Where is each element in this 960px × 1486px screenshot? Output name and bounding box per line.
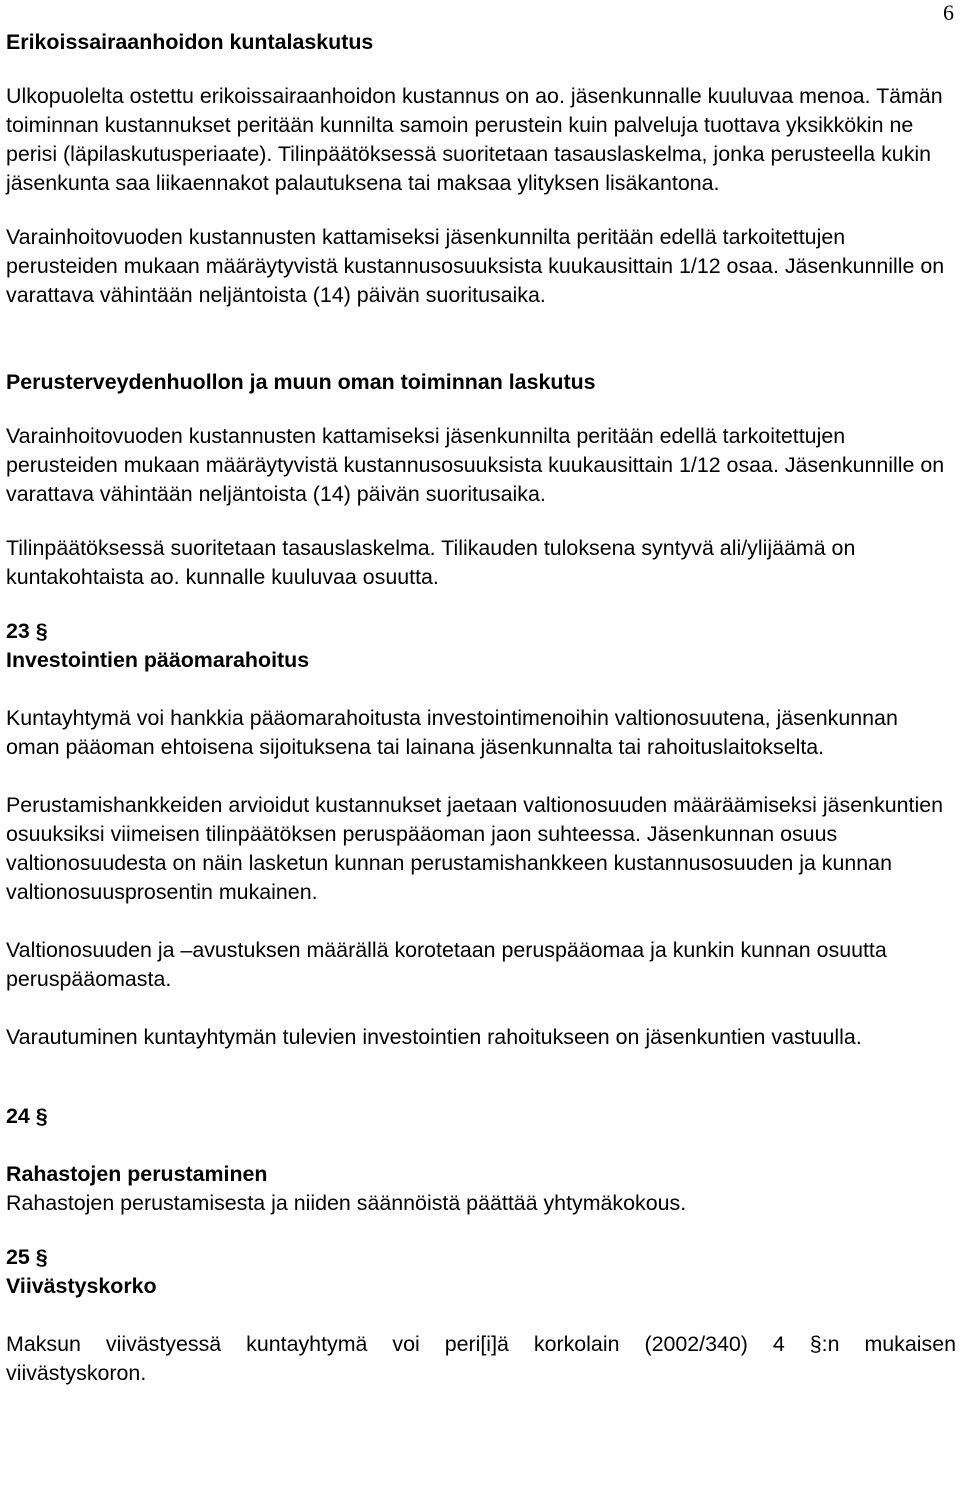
heading-perusterveydenhuolto: Perusterveydenhuollon ja muun oman toiminnan laskutus	[6, 370, 596, 394]
paragraph: Ulkopuolelta ostettu erikoissairaanhoidon kustannus on ao. jäsenkunnalle kuuluvaa menoa. Tämän toiminnan kustannukset peritään kunnilta samoin perustein kuin palveluja tuottava yksikkökin ne perisi (läpilaskutusperiaate). Tilinpäätöksessä suoritetaan tasauslaskelma, jonka perusteella kukin jäsenkunta saa liikaennakot palautuksena tai maksaa ylityksen lisäkantona.	[6, 84, 943, 195]
section-24	[6, 1102, 956, 1189]
heading-viivastyskorko: Viivästyskorko	[6, 1274, 157, 1298]
paragraph: Varainhoitovuoden kustannusten kattamiseksi jäsenkunnilta peritään edellä tarkoitettujen perusteiden mukaan määräytyvistä kustannusosuuksista kuukausittain 1/12 osaa. Jäsenkunnille on varattava vähintään neljäntoista (14) päivän suoritusaika.	[6, 225, 945, 307]
section-number: 25 §	[6, 1245, 48, 1269]
paragraph-line: viivästyskoron.	[6, 1361, 147, 1385]
page-number: 6	[943, 0, 954, 25]
paragraph: Tilinpäätöksessä suoritetaan tasauslaskelma. Tilikauden tuloksena syntyvä ali/ylijäämä on kuntakohtaista ao. kunnalle kuuluvaa osuutta.	[6, 536, 856, 589]
document-body	[6, 28, 956, 1388]
paragraph: Perustamishankkeiden arvioidut kustannukset jaetaan valtionosuuden määräämiseksi jäsenkuntien osuuksiksi viimeisen tilinpäätöksen peruspääoman jaon suhteessa. Jäsenkunnan osuus valtionosuudesta on näin lasketun kunnan perustamishankkeen kustannusosuuden ja kunnan valtionosuusprosentin mukainen.	[6, 793, 943, 904]
heading-erikoissairaanhoito: Erikoissairaanhoidon kuntalaskutus	[6, 30, 374, 54]
paragraph-line: Maksun viivästyessä kuntayhtymä voi peri[i]ä korkolain (2002/340) 4 §:n mukaisen	[6, 1332, 956, 1356]
section-25	[6, 1243, 956, 1301]
paragraph: Varainhoitovuoden kustannusten kattamiseksi jäsenkunnilta peritään edellä tarkoitettujen perusteiden mukaan määräytyvistä kustannusosuuksista kuukausittain 1/12 osaa. Jäsenkunnille on varattava vähintään neljäntoista (14) päivän suoritusaika.	[6, 424, 945, 506]
paragraph: Valtionosuuden ja –avustuksen määrällä korotetaan peruspääomaa ja kunkin kunnan osuutta peruspääomasta.	[6, 938, 887, 991]
paragraph: Kuntayhtymä voi hankkia pääomarahoitusta investointimenoihin valtionosuutena, jäsenkunnan oman pääoman ehtoisena sijoituksena tai lainana jäsenkunnalta tai rahoituslaitokselta.	[6, 706, 898, 759]
section-23	[6, 617, 956, 675]
paragraph: Varautuminen kuntayhtymän tulevien investointien rahoitukseen on jäsenkuntien vastuulla.	[6, 1025, 862, 1049]
section-number: 24 §	[6, 1104, 48, 1128]
heading-investoinnit: Investointien pääomarahoitus	[6, 648, 310, 672]
heading-rahastot: Rahastojen perustaminen	[6, 1162, 268, 1186]
section-number: 23 §	[6, 619, 48, 643]
paragraph: Rahastojen perustamisesta ja niiden säännöistä päättää yhtymäkokous.	[6, 1191, 687, 1215]
